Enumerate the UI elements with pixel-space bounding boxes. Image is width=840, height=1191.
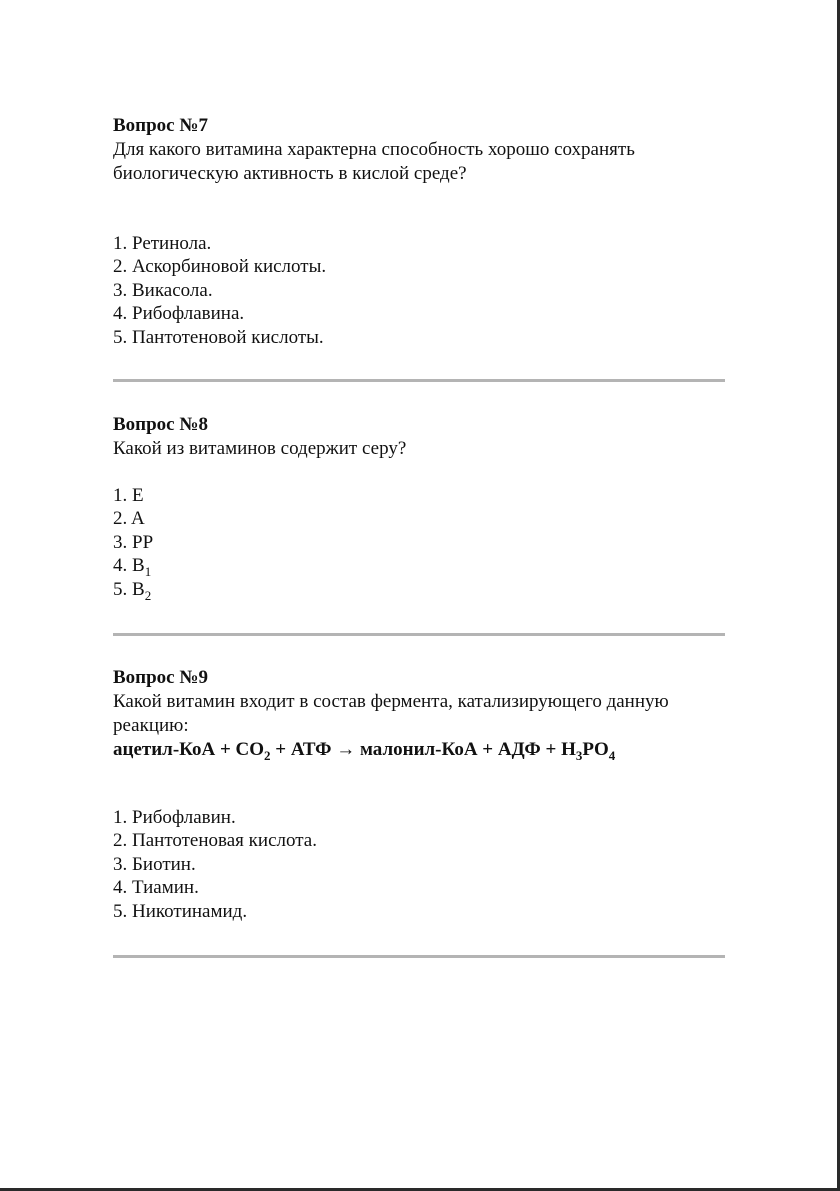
question-7 xyxy=(113,114,753,349)
answer-text: 2. A xyxy=(113,508,145,530)
answer-option xyxy=(113,507,753,530)
question-text-line: биологическую активность в кислой среде? xyxy=(113,163,467,184)
question-text-line: Какой из витаминов содержит серу? xyxy=(113,438,407,459)
section-divider xyxy=(113,379,725,382)
answer-option xyxy=(113,554,753,580)
answer-option xyxy=(113,578,753,601)
answer-option: 4. Тиамин. xyxy=(113,877,199,899)
answer-text: 1. E xyxy=(113,485,144,506)
question-text-line: Для какого витамина характерна способность хорошо сохранять xyxy=(113,139,635,160)
answer-option: 5. Пантотеновой кислоты. xyxy=(113,326,324,348)
answer-text: 4. B xyxy=(113,555,145,577)
question-text-line: Какой витамин входит в состав фермента, катализирующего данную xyxy=(113,691,669,712)
answer-option: 1. Ретинола. xyxy=(113,233,212,254)
answer-subscript: 2 xyxy=(144,587,152,603)
answer-text: 5. B xyxy=(113,578,145,600)
question-title: Вопрос №9 xyxy=(113,667,208,688)
section-divider xyxy=(113,955,725,958)
reaction-equation xyxy=(113,738,753,762)
section-divider xyxy=(113,633,725,636)
answer-list xyxy=(113,806,753,923)
answer-option: 5. Никотинамид. xyxy=(113,900,248,922)
answer-text: 3. PP xyxy=(113,531,154,553)
answer-option: 1. Рибофлавин. xyxy=(113,807,236,828)
question-title: Вопрос №8 xyxy=(113,414,208,435)
question-title: Вопрос №7 xyxy=(113,115,208,136)
answer-option: 4. Рибофлавина. xyxy=(113,303,245,325)
answer-list xyxy=(113,484,753,601)
formula-subscript: 3 xyxy=(575,747,583,763)
formula-part: + АТФ → малонил-КоА + АДФ + H xyxy=(270,739,576,760)
formula-part: PO xyxy=(582,739,609,760)
formula-subscript: 2 xyxy=(264,747,271,763)
answer-list xyxy=(113,232,753,349)
answer-option: 2. Аскорбиновой кислоты. xyxy=(113,256,327,278)
answer-option xyxy=(113,531,753,554)
answer-option: 3. Биотин. xyxy=(113,853,196,875)
answer-option xyxy=(113,484,753,507)
question-9 xyxy=(113,666,753,923)
question-text-line: реакцию: xyxy=(113,715,189,736)
answer-option: 2. Пантотеновая кислота. xyxy=(113,830,317,852)
question-8 xyxy=(113,413,753,601)
formula-subscript: 4 xyxy=(608,747,616,763)
answer-subscript: 1 xyxy=(144,564,152,580)
answer-option: 3. Викасола. xyxy=(113,279,213,301)
formula-part: ацетил-КоА + CO xyxy=(113,739,265,760)
